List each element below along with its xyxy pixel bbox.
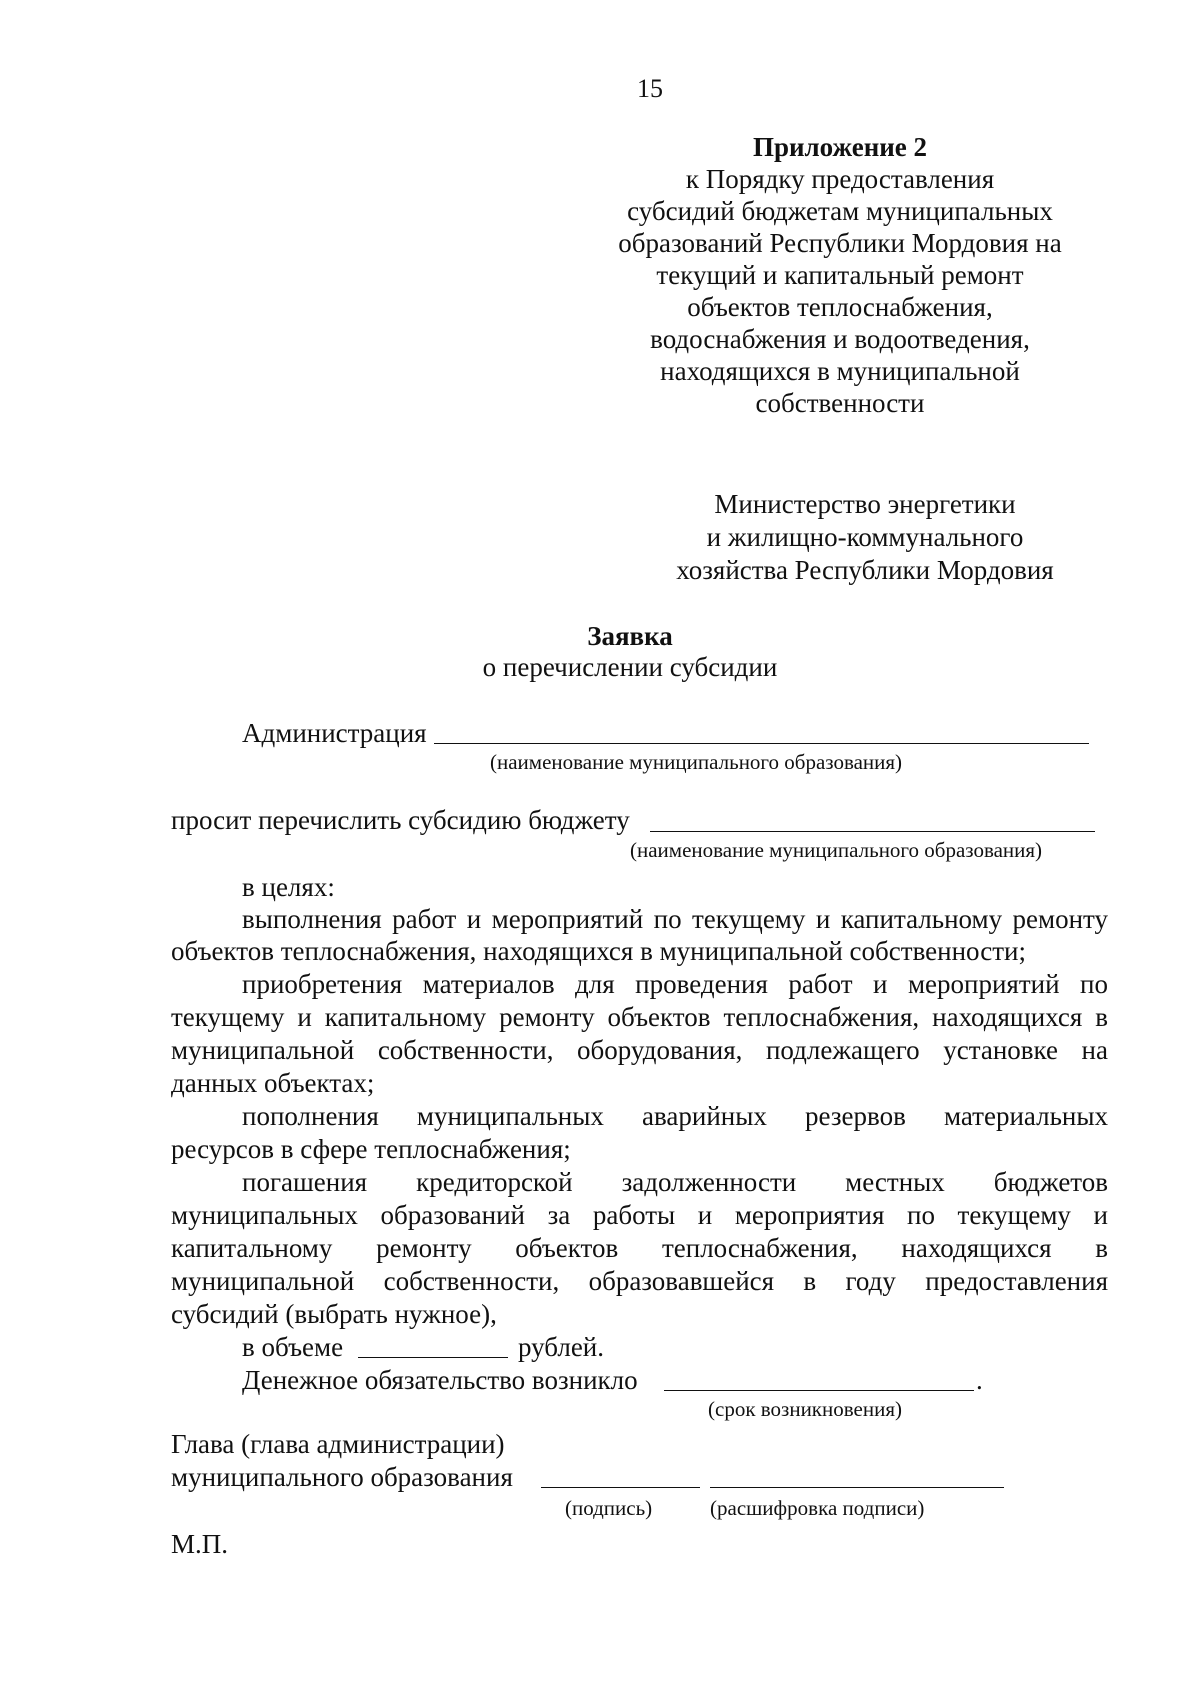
purpose-2-line: данных объектах;	[171, 1068, 375, 1098]
ministry-line: Министерство энергетики	[714, 489, 1016, 519]
signature-field[interactable]	[541, 1487, 700, 1488]
ministry-addressee	[650, 488, 1080, 587]
signature-decode-field[interactable]	[710, 1487, 1004, 1488]
obligation-date-field[interactable]	[664, 1390, 974, 1391]
appendix-title: Приложение 2	[752, 132, 928, 162]
obligation-end: .	[976, 1365, 983, 1395]
appendix-line: образований Республики Мордовия на	[618, 228, 1062, 258]
purpose-4-line: погашения кредиторской задолженности местных бюджетов	[242, 1167, 1108, 1197]
signature-decode-hint: (расшифровка подписи)	[710, 1496, 925, 1520]
obligation-label: Денежное обязательство возникло	[242, 1365, 638, 1395]
purpose-2-line: приобретения материалов для проведения работ и мероприятий по	[242, 969, 1108, 999]
purpose-4-line: муниципальных образований за работы и мероприятия по текущему и	[171, 1200, 1108, 1230]
page-number: 15	[637, 74, 663, 103]
signature-hint: (подпись)	[565, 1496, 653, 1520]
appendix-line: собственности	[755, 388, 925, 418]
purpose-3-line: пополнения муниципальных аварийных резервов материальных	[242, 1101, 1108, 1131]
request-label: просит перечислить субсидию бюджету	[171, 805, 630, 835]
request-budget-field[interactable]	[650, 831, 1095, 832]
amount-prefix: в объеме	[242, 1332, 344, 1362]
purpose-4-line: капитальному ремонту объектов теплоснабжения, находящихся в	[171, 1233, 1108, 1263]
purpose-3-line: ресурсов в сфере теплоснабжения;	[171, 1134, 571, 1164]
request-hint: (наименование муниципального образования)	[630, 838, 1043, 862]
purpose-4-line: муниципальной собственности, образовавшейся в году предоставления	[171, 1266, 1108, 1296]
amount-field[interactable]	[358, 1357, 508, 1358]
purpose-2-line: текущему и капитальному ремонту объектов теплоснабжения, находящихся в	[171, 1002, 1108, 1032]
appendix-line: текущий и капитальный ремонт	[656, 260, 1024, 290]
appendix-line: объектов теплоснабжения,	[687, 292, 993, 322]
appendix-line: к Порядку предоставления	[685, 164, 995, 194]
administration-name-field[interactable]	[434, 743, 1089, 744]
purposes-intro: в целях:	[242, 872, 335, 902]
obligation-hint: (срок возникновения)	[708, 1397, 902, 1421]
appendix-line: находящихся в муниципальной	[660, 356, 1020, 386]
stamp-place: М.П.	[171, 1529, 229, 1559]
document-title: Заявка	[587, 621, 673, 651]
purpose-2-line: муниципальной собственности, оборудования, подлежащего установке на	[171, 1035, 1108, 1065]
signature-title-line: Глава (глава администрации)	[171, 1429, 505, 1459]
signature-title-line: муниципального образования	[171, 1462, 513, 1492]
appendix-header	[600, 131, 1080, 419]
purpose-1-line: объектов теплоснабжения, находящихся в муниципальной собственности;	[171, 936, 1026, 966]
purpose-4-line: субсидий (выбрать нужное),	[171, 1299, 497, 1329]
document-subtitle: о перечислении субсидии	[482, 652, 778, 682]
appendix-line: водоснабжения и водоотведения,	[650, 324, 1030, 354]
administration-label: Администрация	[242, 718, 427, 748]
ministry-line: и жилищно-коммунального	[706, 522, 1024, 552]
amount-suffix: рублей.	[518, 1332, 605, 1362]
appendix-line: субсидий бюджетам муниципальных	[627, 196, 1053, 226]
ministry-line: хозяйства Республики Мордовия	[676, 555, 1054, 585]
administration-hint: (наименование муниципального образования)	[490, 750, 903, 774]
purpose-1-line: выполнения работ и мероприятий по текущему и капитальному ремонту	[242, 904, 1108, 934]
